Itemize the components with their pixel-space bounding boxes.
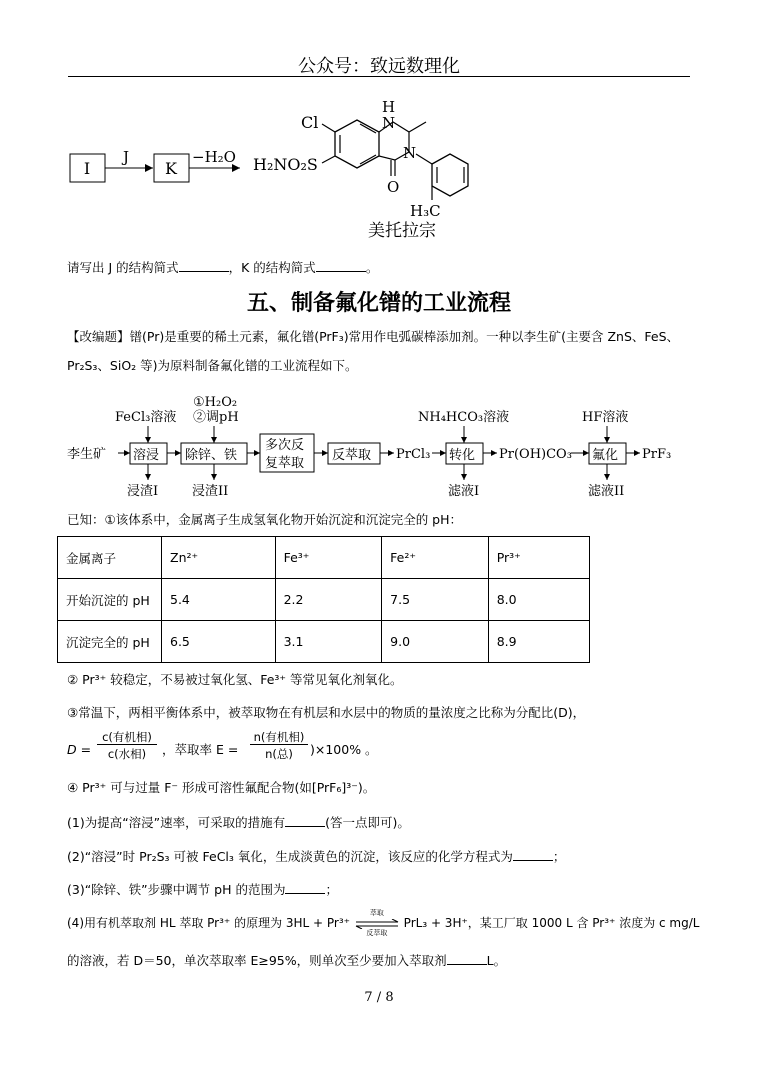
svg-text:①H₂O₂: ①H₂O₂ (193, 395, 238, 410)
svg-text:NH₄HCO₃溶液: NH₄HCO₃溶液 (418, 410, 510, 425)
carbonyl-o-label: O (387, 178, 400, 196)
known-title: 已知：①该体系中，金属离子生成氢氧化物开始沉淀和沉淀完全的 pH： (67, 512, 463, 527)
reaction-scheme (60, 92, 500, 242)
compound-name: 美托拉宗 (368, 221, 436, 241)
table-cell: 7.5 (382, 579, 489, 621)
table-cell: 8.0 (488, 579, 589, 621)
table-cell: 6.5 (162, 621, 276, 663)
prf3-label: PrF₃ (642, 447, 672, 462)
equilibrium-arrow: 萃取 反萃取 (354, 915, 400, 933)
section-title: 五、制备氟化镨的工业流程 (246, 291, 511, 316)
table-row (58, 579, 590, 621)
svg-text:复萃取: 复萃取 (265, 456, 305, 471)
svg-text:FeCl₃溶液: FeCl₃溶液 (115, 410, 177, 425)
header-rule (68, 76, 690, 77)
table-cell: 8.9 (488, 621, 589, 663)
svg-text:滤液I: 滤液I (448, 484, 480, 499)
svg-text:HF溶液: HF溶液 (582, 410, 629, 425)
table-cell: 开始沉淀的 pH (58, 579, 162, 621)
table-header-cell: 金属离子 (58, 537, 162, 579)
svg-text:除锌、铁: 除锌、铁 (185, 448, 238, 463)
question-4-cont: 的溶液，若 D＝50，单次萃取率 E≥95%，则单次至少要加入萃取剂 L。 (67, 953, 507, 968)
sulfonamide-label: H₂NO₂S (253, 155, 318, 174)
svg-text:溶浸: 溶浸 (133, 448, 160, 463)
svg-text:氟化: 氟化 (592, 448, 619, 463)
arrow-j-label: J (122, 148, 130, 166)
chloro-label: Cl (301, 113, 319, 132)
prcl3-label: PrCl₃ (396, 447, 431, 462)
svg-text:反萃取: 反萃取 (332, 448, 372, 463)
table-cell: 5.4 (162, 579, 276, 621)
note-2: ② Pr³⁺ 较稳定，不易被过氧化氢、Fe³⁺ 等常见氧化剂氧化。 (67, 672, 403, 687)
methyl-label: H₃C (410, 202, 441, 220)
svg-text:滤液II: 滤液II (588, 484, 625, 499)
proh-label: Pr(OH)CO₃ (499, 447, 572, 462)
arrow-h2o-label: −H₂O (192, 148, 236, 166)
n-sub-label: N (403, 144, 417, 162)
nh-h-label: H (382, 98, 396, 116)
table-cell: 3.1 (275, 621, 382, 663)
page-header: 公众号：致远数理化 (298, 56, 460, 77)
question-1: (1)为提高“溶浸”速率，可采取的措施有 (答一点即可)。 (67, 815, 410, 830)
flow-start: 李生矿 (67, 447, 107, 462)
svg-text:浸渣II: 浸渣II (192, 484, 229, 499)
note-3: ③常温下，两相平衡体系中，被萃取物在有机层和水层中的物质的量浓度之比称为分配比(D)， (67, 705, 586, 720)
process-flow (60, 388, 700, 503)
table-row (58, 621, 590, 663)
table-cell: 2.2 (275, 579, 382, 621)
question-4: (4)用有机萃取剂 HL 萃取 Pr³⁺ 的原理为 3HL + Pr³⁺ 萃取 反萃取 PrL₃ + 3H⁺，某工厂取 1000 L 含 Pr³⁺ 浓度为 c mg/L (67, 908, 700, 937)
ph-table (57, 536, 590, 663)
formula-line: D = c(有机相) c(水相) ，萃取率 E = n(有机相) n(总) )×100% 。 (67, 730, 378, 761)
intro-line-1: 【改编题】镨(Pr)是重要的稀土元素，氟化镨(PrF₃)常用作电弧碳棒添加剂。一种以李生矿(主要含 ZnS、FeS、 (67, 329, 680, 344)
table-cell: 9.0 (382, 621, 489, 663)
box-i-label: I (83, 159, 91, 178)
intro-line-2: Pr₂S₃、SiO₂ 等)为原料制备氟化镨的工业流程如下。 (67, 358, 358, 373)
table-header-cell: Fe³⁺ (275, 537, 382, 579)
svg-text:②调pH: ②调pH (193, 410, 239, 425)
table-header-cell: Zn²⁺ (162, 537, 276, 579)
table-header-row (58, 537, 590, 579)
nh-n-label: N (382, 114, 396, 132)
table-cell: 沉淀完全的 pH (58, 621, 162, 663)
table-header-cell: Pr³⁺ (488, 537, 589, 579)
question-3: (3)“除锌、铁”步骤中调节 pH 的范围为 ； (67, 882, 338, 897)
prev-question: 请写出 J 的结构简式 ，K 的结构简式 。 (67, 260, 379, 275)
note-4: ④ Pr³⁺ 可与过量 F⁻ 形成可溶性氟配合物(如[PrF₆]³⁻)。 (67, 780, 376, 795)
question-2: (2)“溶浸”时 Pr₂S₃ 可被 FeCl₃ 氧化，生成淡黄色的沉淀，该反应的化学方程式为 ； (67, 849, 566, 864)
table-header-cell: Fe²⁺ (382, 537, 489, 579)
benzo-ring (335, 120, 379, 168)
svg-text:浸渣I: 浸渣I (127, 484, 159, 499)
svg-text:转化: 转化 (449, 448, 476, 463)
box-k-label: K (165, 159, 177, 178)
svg-text:多次反: 多次反 (265, 438, 305, 453)
page-number: 7 / 8 (364, 990, 394, 1005)
